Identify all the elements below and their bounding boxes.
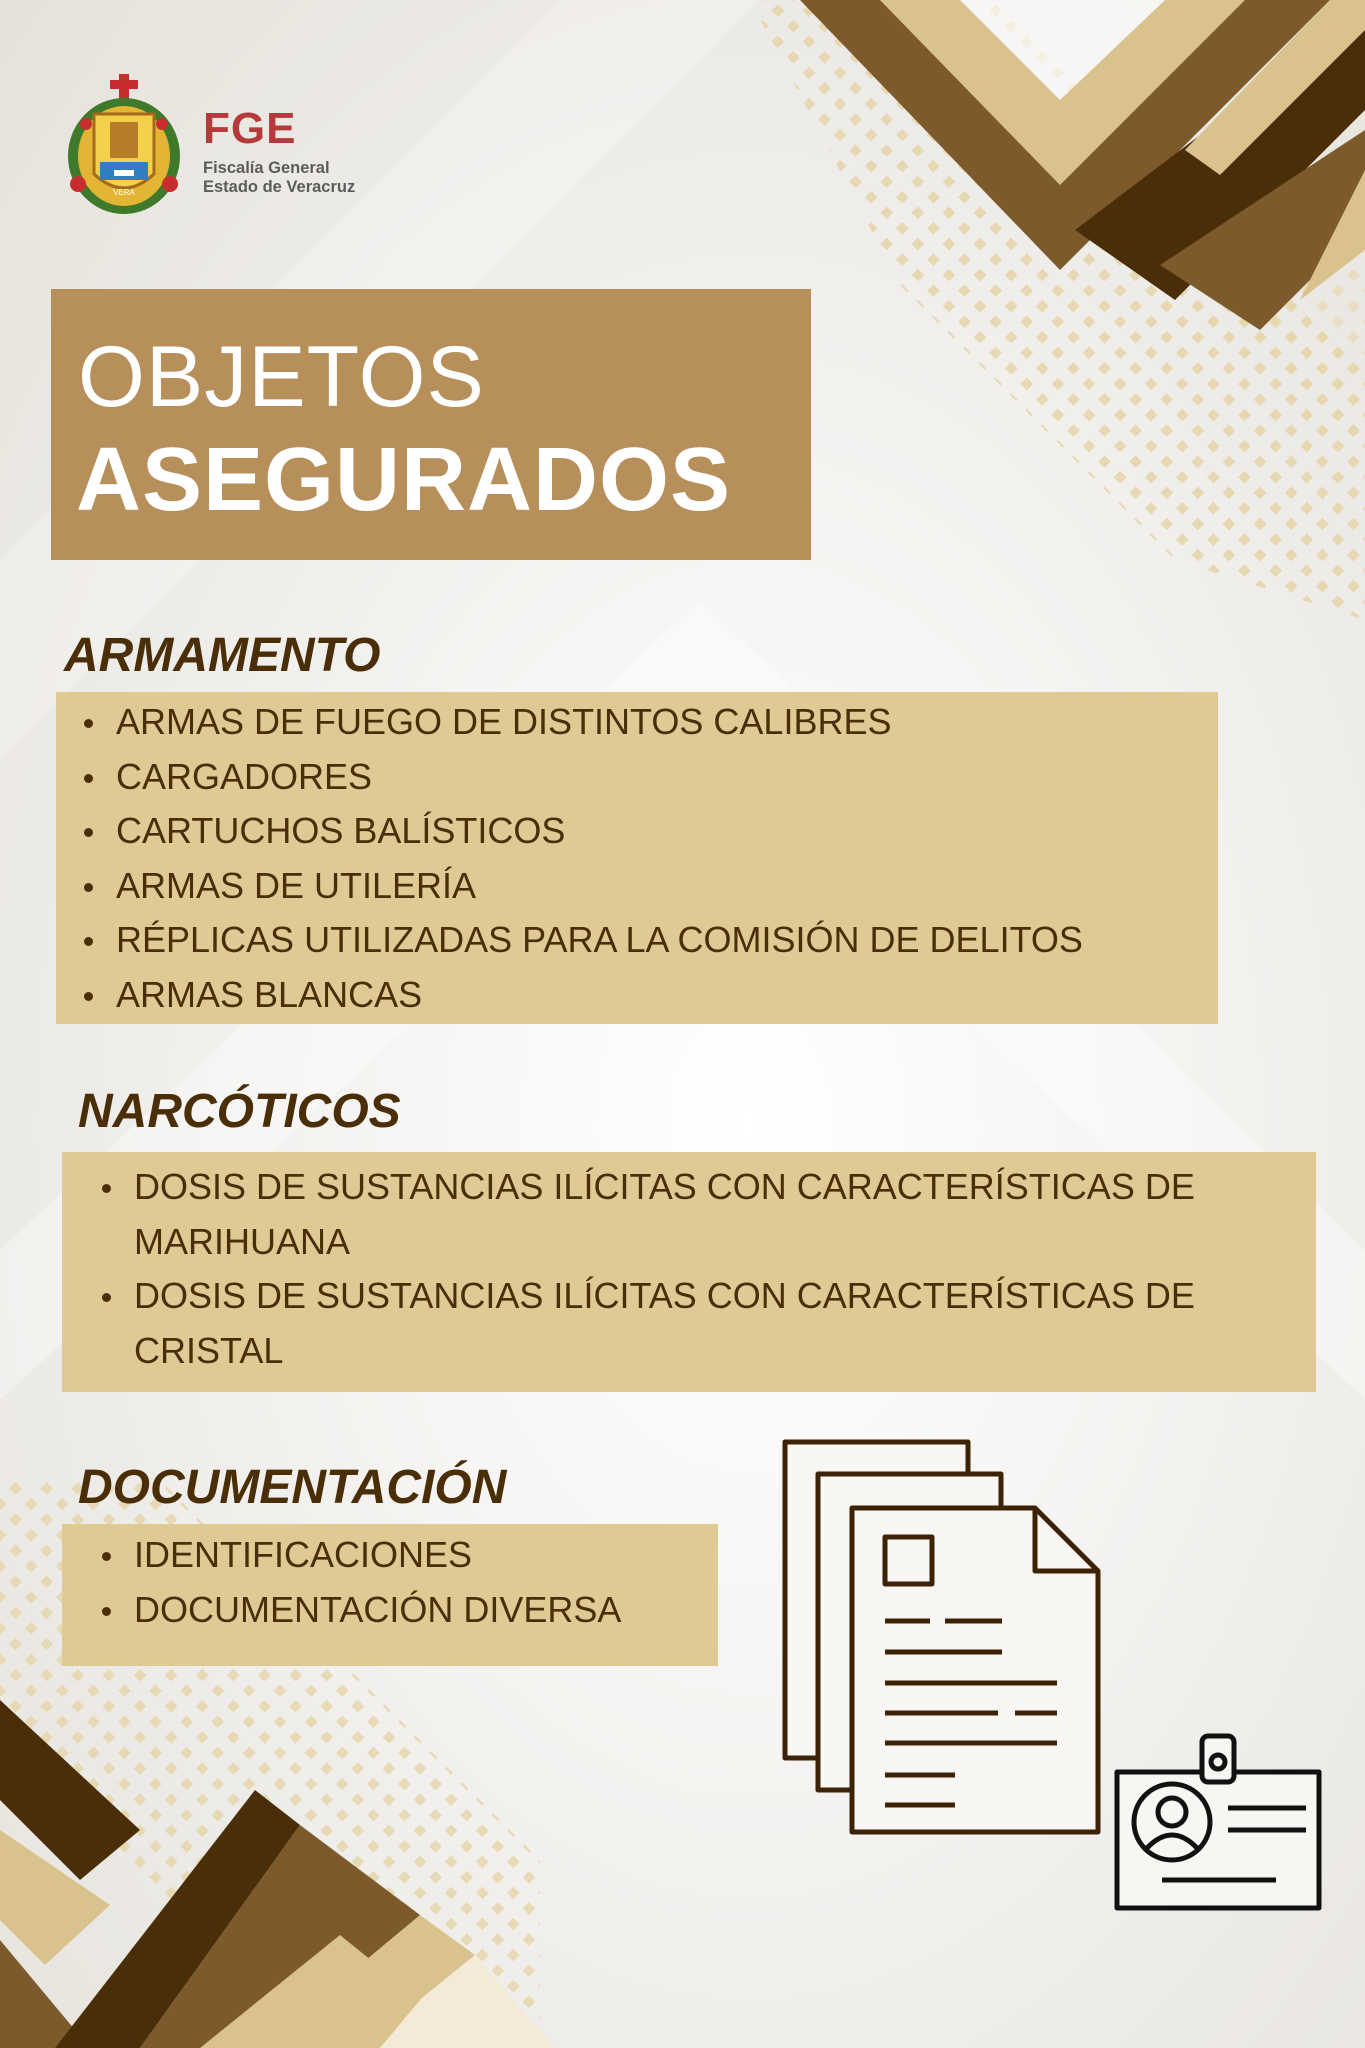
bullet-icon <box>102 1293 111 1302</box>
section-box-armamento <box>56 692 1218 1024</box>
list-item <box>62 1528 718 1583</box>
list-item <box>56 804 1218 859</box>
list-item <box>56 750 1218 805</box>
list-narcoticos <box>62 1152 1316 1378</box>
list-item-text: CARTUCHOS BALÍSTICOS <box>116 810 566 851</box>
list-documentacion <box>62 1524 718 1637</box>
list-item <box>56 859 1218 914</box>
emblem-text: VERA <box>113 188 135 197</box>
section-heading-armamento: ARMAMENTO <box>64 629 381 682</box>
id-badge-icon <box>1117 1736 1319 1908</box>
brand-subtitle-line-2: Estado de Veracruz <box>203 178 356 196</box>
list-item-text: DOSIS DE SUSTANCIAS ILÍCITAS CON CARACTERÍSTICAS DE MARIHUANA <box>134 1166 1195 1262</box>
brand-name: FGE <box>203 104 297 153</box>
list-item-text: CARGADORES <box>116 755 373 797</box>
list-item <box>62 1160 1246 1269</box>
list-item-text: DOSIS DE SUSTANCIAS ILÍCITAS CON CARACTERÍSTICAS DE CRISTAL <box>134 1275 1195 1371</box>
list-item <box>62 1583 718 1638</box>
documents-illustration <box>770 1430 1330 1920</box>
brand-subtitle-line-1: Fiscalía General <box>203 159 330 177</box>
list-item-text: ARMAS BLANCAS <box>116 973 423 1015</box>
list-item <box>56 913 1218 968</box>
documents-icon <box>785 1442 1098 1832</box>
bullet-icon <box>84 719 93 728</box>
bullet-icon <box>102 1552 111 1561</box>
bullet-icon <box>84 774 93 783</box>
section-heading-narcoticos: NARCÓTICOS <box>78 1085 401 1138</box>
list-item-text: DOCUMENTACIÓN DIVERSA <box>134 1588 622 1630</box>
list-item <box>56 695 1218 750</box>
title-line-2: ASEGURADOS <box>76 430 732 530</box>
brand-subtitle <box>203 159 355 197</box>
shield-emblem-icon <box>64 74 184 218</box>
title-line-1: OBJETOS <box>78 329 485 425</box>
list-item-text: ARMAS DE FUEGO DE DISTINTOS CALIBRES <box>116 701 892 742</box>
list-item-text: ARMAS DE UTILERÍA <box>116 864 477 906</box>
bullet-icon <box>102 1184 111 1193</box>
bullet-icon <box>84 992 93 1001</box>
section-heading-documentacion: DOCUMENTACIÓN <box>78 1461 507 1514</box>
list-item-text: IDENTIFICACIONES <box>134 1534 473 1575</box>
section-box-narcoticos <box>62 1152 1316 1392</box>
list-item <box>56 968 1218 1023</box>
bullet-icon <box>102 1607 111 1616</box>
bullet-icon <box>84 883 93 892</box>
list-item-text: RÉPLICAS UTILIZADAS PARA LA COMISIÓN DE DELITOS <box>116 919 1083 960</box>
list-armamento <box>56 692 1218 1022</box>
bullet-icon <box>84 828 93 837</box>
bullet-icon <box>84 937 93 946</box>
section-box-documentacion <box>62 1524 718 1666</box>
list-item <box>62 1269 1246 1378</box>
